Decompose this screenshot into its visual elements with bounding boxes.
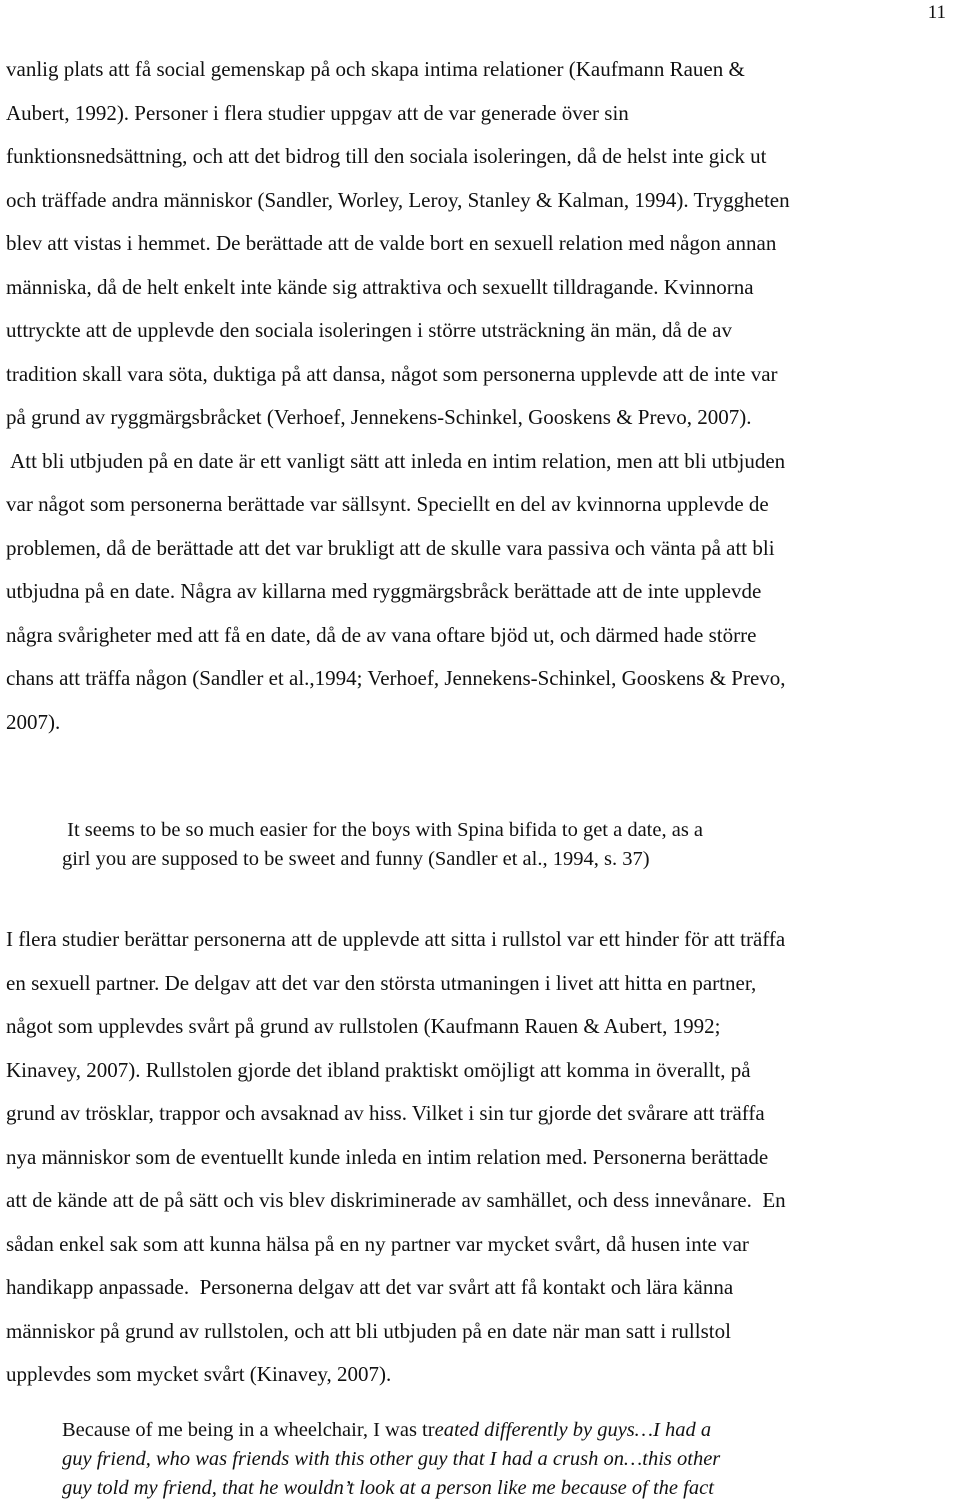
text-line: grund av trösklar, trappor och avsaknad av hiss. Vilket i sin tur gjorde det svårare att träffa [6,1101,765,1125]
text-line: utbjudna på en date. Några av killarna med ryggmärgsbråck berättade att de inte upplevde [6,579,762,603]
block-quote-2 [62,1416,902,1503]
text-line: människor på grund av rullstolen, och att bli utbjuden på en date när man satt i rullstol [6,1318,731,1343]
quote-line [62,1416,902,1445]
text-line: handikapp anpassade. Personerna delgav att det var svårt att få kontakt och lära känna [6,1275,734,1299]
text-line: 2007). [6,709,61,734]
quote-line: It seems to be so much easier for the boys with Spina bifida to get a date, as a [62,819,704,841]
text-line: tradition skall vara söta, duktiga på att dansa, något som personerna upplevde att de inte var [6,361,778,386]
text-line: problemen, då de berättade att det var brukligt att de skulle vara passiva och vänta på att bli [6,535,775,560]
text-line: på grund av ryggmärgsbråcket (Verhoef, Jennekens-Schinkel, Gooskens & Prevo, 2007). [6,405,752,429]
text-line: I flera studier berättar personerna att de upplevde att sitta i rullstol var ett hinder för att träffa [6,927,786,951]
text-line: vanlig plats att få social gemenskap på och skapa intima relationer (Kaufmann Rauen & [6,57,745,81]
text-line: och träffade andra människor (Sandler, Worley, Leroy, Stanley & Kalman, 1994). Tryggheten [6,187,790,212]
text-line: Kinavey, 2007). Rullstolen gjorde det ibland praktiskt omöjligt att komma in överallt, på [6,1057,751,1082]
text-line: blev att vistas i hemmet. De berättade att de valde bort en sexuell relation med någon annan [6,231,777,255]
text-line: chans att träffa någon (Sandler et al.,1994; Verhoef, Jennekens-Schinkel, Gooskens & Prevo, [6,666,786,690]
text-line: var något som personerna berättade var sällsynt. Speciellt en del av kvinnorna upplevde de [6,492,769,516]
quote-line: guy told my friend, that he wouldn’t look at a person like me because of the fact [62,1477,714,1499]
paragraph-2 [6,918,954,1397]
text-line: några svårigheter med att få en date, då de av vana oftare bjöd ut, och därmed hade större [6,622,757,647]
text-line: människa, då de helt enkelt inte kände sig attraktiva och sexuellt tilldragande. Kvinnorna [6,274,754,299]
text-line: uttryckte att de upplevde den sociala isoleringen i större utsträckning än män, då de av [6,318,733,342]
text-line: att de kände att de på sätt och vis blev diskriminerade av samhället, och dess innevånare. En [6,1188,786,1212]
text-line: något som upplevdes svårt på grund av rullstolen (Kaufmann Rauen & Aubert, 1992; [6,1014,721,1038]
quote-line-regular: Because of me being in a wheelchair, I was tr [62,1419,435,1441]
text-line: sådan enkel sak som att kunna hälsa på en ny partner var mycket svårt, då husen inte var [6,1231,749,1256]
text-line: Aubert, 1992). Personer i flera studier uppgav att de var generade över sin [6,100,629,125]
text-line: upplevdes som mycket svårt (Kinavey, 2007). [6,1362,392,1386]
block-quote-1 [62,816,902,874]
text-line: en sexuell partner. De delgav att det var den största utmaningen i livet att hitta en partner, [6,970,757,995]
page-number: 11 [927,2,946,23]
paragraph-1 [6,48,954,744]
text-line: nya människor som de eventuellt kunde inleda en intim relation med. Personerna berättade [6,1144,769,1169]
quote-line: girl you are supposed to be sweet and funny (Sandler et al., 1994, s. 37) [62,848,650,870]
quote-line-italic: eated differently by guys…I had a [434,1419,712,1441]
quote-line: guy friend, who was friends with this other guy that I had a crush on…this other [62,1448,721,1470]
text-line: Att bli utbjuden på en date är ett vanligt sätt att inleda en intim relation, men att bli utbjuden [6,448,786,473]
text-line: funktionsnedsättning, och att det bidrog till den sociala isoleringen, då de helst inte gick ut [6,144,767,168]
